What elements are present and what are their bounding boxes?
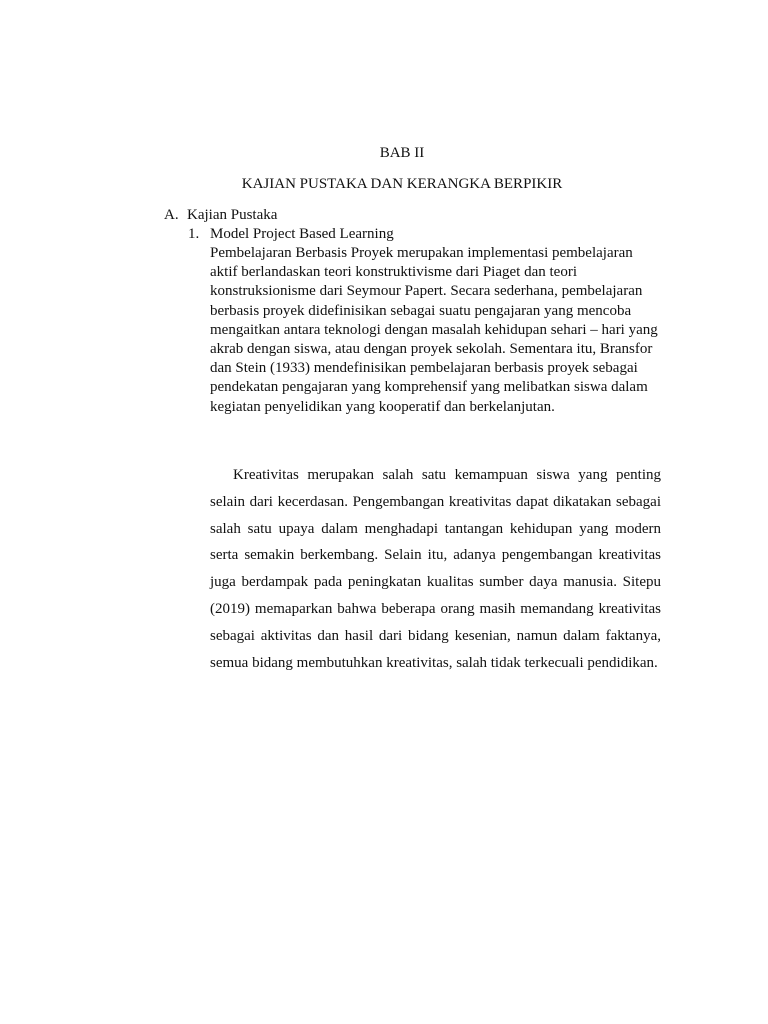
paragraph-project-based-learning bbox=[210, 244, 665, 417]
paragraph-line: Pembelajaran Berbasis Proyek merupakan implementasi pembelajaran bbox=[210, 245, 633, 261]
subsection-marker: 1. bbox=[188, 226, 200, 242]
section-marker: A. bbox=[164, 207, 179, 223]
paragraph-line: berbasis proyek didefinisikan sebagai suatu pengajaran yang mencoba bbox=[210, 302, 632, 319]
chapter-heading: BAB II bbox=[379, 145, 425, 161]
subsection-heading bbox=[188, 225, 394, 244]
paragraph-line: mengaitkan antara teknologi dengan masalah kehidupan sehari – hari yang bbox=[210, 321, 658, 338]
chapter-title: KAJIAN PUSTAKA DAN KERANGKA BERPIKIR bbox=[241, 176, 563, 192]
paragraph-line: kegiatan penyelidikan yang kooperatif dan berkelanjutan. bbox=[210, 398, 555, 415]
section-heading bbox=[164, 206, 277, 225]
subsection-title: Model Project Based Learning bbox=[210, 226, 394, 242]
paragraph-line: pendekatan pengajaran yang komprehensif yang melibatkan siswa dalam bbox=[210, 379, 648, 396]
paragraph-line: aktif berlandaskan teori konstruktivisme dari Piaget dan teori bbox=[210, 264, 577, 281]
section-title: Kajian Pustaka bbox=[187, 207, 278, 223]
paragraph-line: dan Stein (1933) mendefinisikan pembelajaran berbasis proyek sebagai bbox=[210, 360, 638, 377]
paragraph-line: konstruksionisme dari Seymour Papert. Secara sederhana, pembelajaran bbox=[210, 283, 643, 300]
paragraph-line: akrab dengan siswa, atau dengan proyek sekolah. Sementara itu, Bransfor bbox=[210, 341, 653, 358]
paragraph-creativity: Kreativitas merupakan salah satu kemampuan siswa yang penting selain dari kecerdasan. Pengembangan kreativitas dapat dikatakan sebagai salah satu upaya dalam menghadapi tantangan kehidupan yang modern serta semakin berkembang. Selain itu, adanya pengembangan kreativitas juga berdampak pada peningkatan kualitas sumber daya manusia. Sitepu (2019) memaparkan bahwa beberapa orang masih memandang kreativitas sebagai aktivitas dan hasil dari bidang kesenian, namun dalam faktanya, semua bidang membutuhkan kreativitas, salah tidak terkecuali pendidikan. bbox=[210, 467, 661, 671]
